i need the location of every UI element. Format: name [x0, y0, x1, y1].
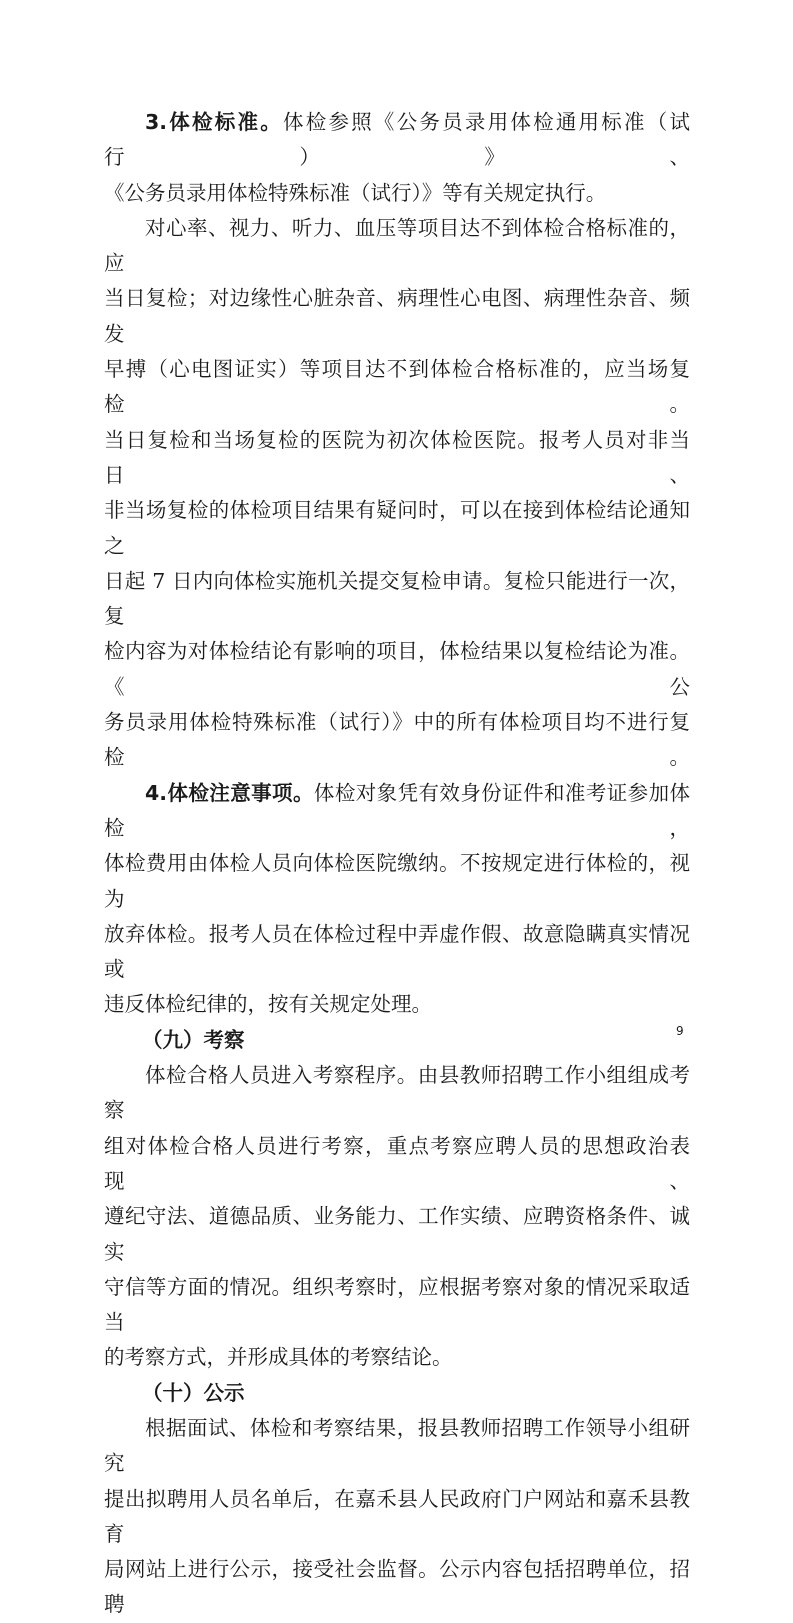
recheck-line: 早搏（心电图证实）等项目达不到体检合格标准的，应当场复检。 [104, 357, 690, 417]
section-4-text: 体检对象凭有效身份证件和准考证参加体检， [104, 780, 691, 840]
section-4-line-1 [104, 776, 690, 847]
inspection-line: 体检合格人员进入考察程序。由县教师招聘工作小组组成考察 [104, 1063, 690, 1123]
inspection-line: 遵纪守法、道德品质、业务能力、工作实绩、应聘资格条件、诚实 [104, 1204, 690, 1264]
recheck-line: 非当场复检的体检项目结果有疑问时，可以在接到体检结论通知之 [104, 498, 690, 558]
section-4-line: 违反体检纪律的，按有关规定处理。 [104, 992, 432, 1017]
recheck-line: 当日复检；对边缘性心脏杂音、病理性心电图、病理性杂音、频发 [104, 286, 690, 346]
section-3-text: 体检参照《公务员录用体检通用标准（试行）》、 [104, 110, 691, 170]
recheck-line: 务员录用体检特殊标准（试行）》中的所有体检项目均不进行复检。 [104, 710, 690, 770]
recheck-line: 日起 7 日内向体检实施机关提交复检申请。复检只能进行一次，复 [104, 568, 690, 629]
heading-inspection: （九）考察 [142, 1027, 245, 1052]
inspection-line: 的考察方式，并形成具体的考察结论。 [104, 1345, 453, 1370]
section-4-label: 4.体检注意事项。 [145, 780, 314, 805]
recheck-line: 当日复检和当场复检的医院为初次体检医院。报考人员对非当日、 [104, 427, 690, 487]
inspection-line: 守信等方面的情况。组织考察时，应根据考察对象的情况采取适当 [104, 1274, 690, 1335]
publicity-line: 提出拟聘用人员名单后，在嘉禾县人民政府门户网站和嘉禾县教育 [104, 1486, 690, 1546]
publicity-line: 局网站上进行公示，接受社会监督。公示内容包括招聘单位，招聘 [104, 1557, 690, 1617]
recheck-line: 检内容为对体检结论有影响的项目，体检结果以复检结论为准。《公 [104, 639, 690, 699]
section-3-line-1 [104, 105, 690, 176]
publicity-line: 根据面试、体检和考察结果，报县教师招聘工作领导小组研究 [104, 1415, 690, 1476]
section-3-line-2: 《公务员录用体检特殊标准（试行）》等有关规定执行。 [104, 180, 607, 205]
document-body [104, 105, 690, 1623]
section-3-label: 3.体检标准。 [145, 110, 283, 134]
section-4-line: 放弃体检。报考人员在体检过程中弄虚作假、故意隐瞒真实情况或 [104, 921, 690, 982]
section-4-line: 体检费用由体检人员向体检医院缴纳。不按规定进行体检的，视为 [104, 851, 690, 911]
page-number: 9 [676, 1024, 684, 1038]
recheck-line: 对心率、视力、听力、血压等项目达不到体检合格标准的，应 [104, 215, 690, 276]
heading-publicity: （十）公示 [142, 1380, 245, 1405]
inspection-line: 组对体检合格人员进行考察，重点考察应聘人员的思想政治表现、 [104, 1133, 690, 1193]
